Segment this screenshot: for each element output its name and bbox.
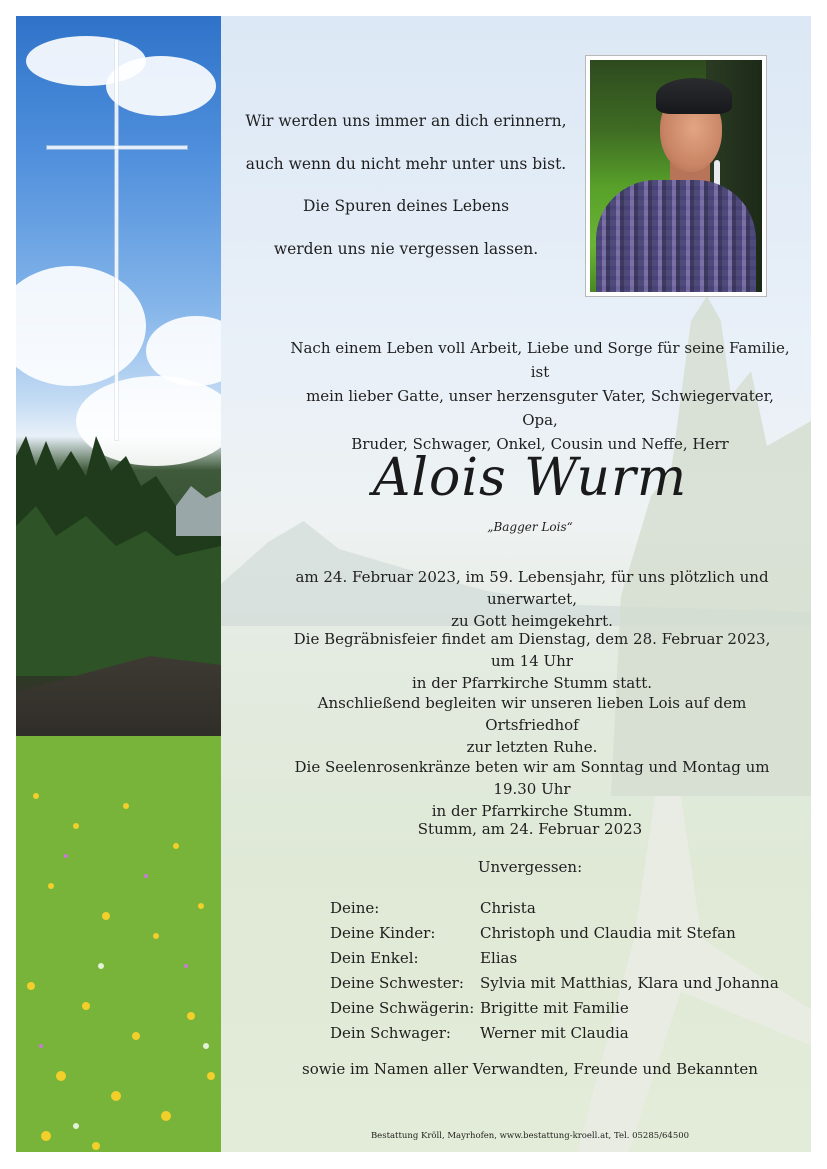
survivor-relation: Dein Schwager:: [330, 1024, 451, 1042]
deceased-nickname: „Bagger Lois“: [487, 520, 573, 534]
forest-silhouette: [16, 436, 221, 676]
survivors-list: [330, 896, 790, 1046]
survivor-row: [330, 996, 790, 1021]
portrait-photo: [586, 56, 766, 296]
deceased-name: Alois Wurm: [372, 448, 688, 508]
paragraph-line: zur letzten Ruhe.: [466, 738, 598, 756]
survivor-relation: Deine Kinder:: [330, 924, 436, 942]
intro-line: Bruder, Schwager, Onkel, Cousin und Neffe, Herr: [351, 435, 729, 453]
paragraph-line: am 24. Februar 2023, im 59. Lebensjahr, für uns plötzlich und unerwartet,: [295, 568, 769, 608]
memorial-poem: [236, 100, 576, 270]
paragraph-line: Die Seelenrosenkränze beten wir am Sonntag und Montag um 19.30 Uhr: [294, 758, 770, 798]
survivor-relation: Deine Schwester:: [330, 974, 464, 992]
paragraph-line: in der Pfarrkirche Stumm statt.: [411, 674, 652, 692]
intro-line: mein lieber Gatte, unser herzensguter Vater, Schwiegervater, Opa,: [306, 387, 774, 429]
survivor-relation: Dein Enkel:: [330, 949, 419, 967]
survivor-row: [330, 971, 790, 996]
unvergessen-heading: Unvergessen:: [477, 858, 583, 876]
funeral-info-paragraph: [282, 628, 782, 694]
paragraph-line: Anschließend begleiten wir unseren lieben Lois auf dem Ortsfriedhof: [317, 694, 747, 734]
survivor-names: Sylvia mit Matthias, Klara und Johanna: [480, 974, 779, 992]
poem-line: Die Spuren deines Lebens: [302, 197, 510, 215]
cross-vertical-beam: [115, 40, 118, 440]
survivor-relation: Deine Schwägerin:: [330, 999, 475, 1017]
paragraph-line: zu Gott heimgekehrt.: [451, 612, 613, 630]
intro-text: [290, 336, 790, 456]
paragraph-line: in der Pfarrkirche Stumm.: [431, 802, 633, 820]
survivor-relation: Deine:: [330, 899, 380, 917]
survivor-row: [330, 1021, 790, 1046]
survivor-row: [330, 896, 790, 921]
funeral-home-footer: Bestattung Kröll, Mayrhofen, www.bestattung-kroell.at, Tel. 05285/64500: [370, 1131, 690, 1141]
paragraph-line: Die Begräbnisfeier findet am Dienstag, dem 28. Februar 2023, um 14 Uhr: [293, 630, 771, 670]
landscape-strip-image: [16, 16, 221, 1152]
place-and-date: Stumm, am 24. Februar 2023: [417, 820, 643, 838]
poem-line: werden uns nie vergessen lassen.: [273, 239, 539, 258]
intro-line: Nach einem Leben voll Arbeit, Liebe und Sorge für seine Familie, ist: [290, 339, 790, 381]
survivor-names: Elias: [480, 949, 518, 967]
poem-line: Wir werden uns immer an dich erinnern,: [245, 112, 567, 130]
closing-line: sowie im Namen aller Verwandten, Freunde und Bekannten: [302, 1060, 758, 1078]
poem-line: auch wenn du nicht mehr unter uns bist.: [245, 154, 567, 173]
survivor-row: [330, 921, 790, 946]
death-notice-paragraph: [282, 566, 782, 632]
survivor-names: Christa: [480, 899, 536, 917]
cross-horizontal-beam: [47, 146, 187, 149]
flower-meadow: [16, 736, 221, 1152]
burial-info-paragraph: [282, 692, 782, 758]
survivor-names: Brigitte mit Familie: [480, 999, 629, 1017]
survivor-names: Werner mit Claudia: [480, 1024, 629, 1042]
survivor-row: [330, 946, 790, 971]
rosary-info-paragraph: [282, 756, 782, 822]
survivor-names: Christoph und Claudia mit Stefan: [480, 924, 736, 942]
